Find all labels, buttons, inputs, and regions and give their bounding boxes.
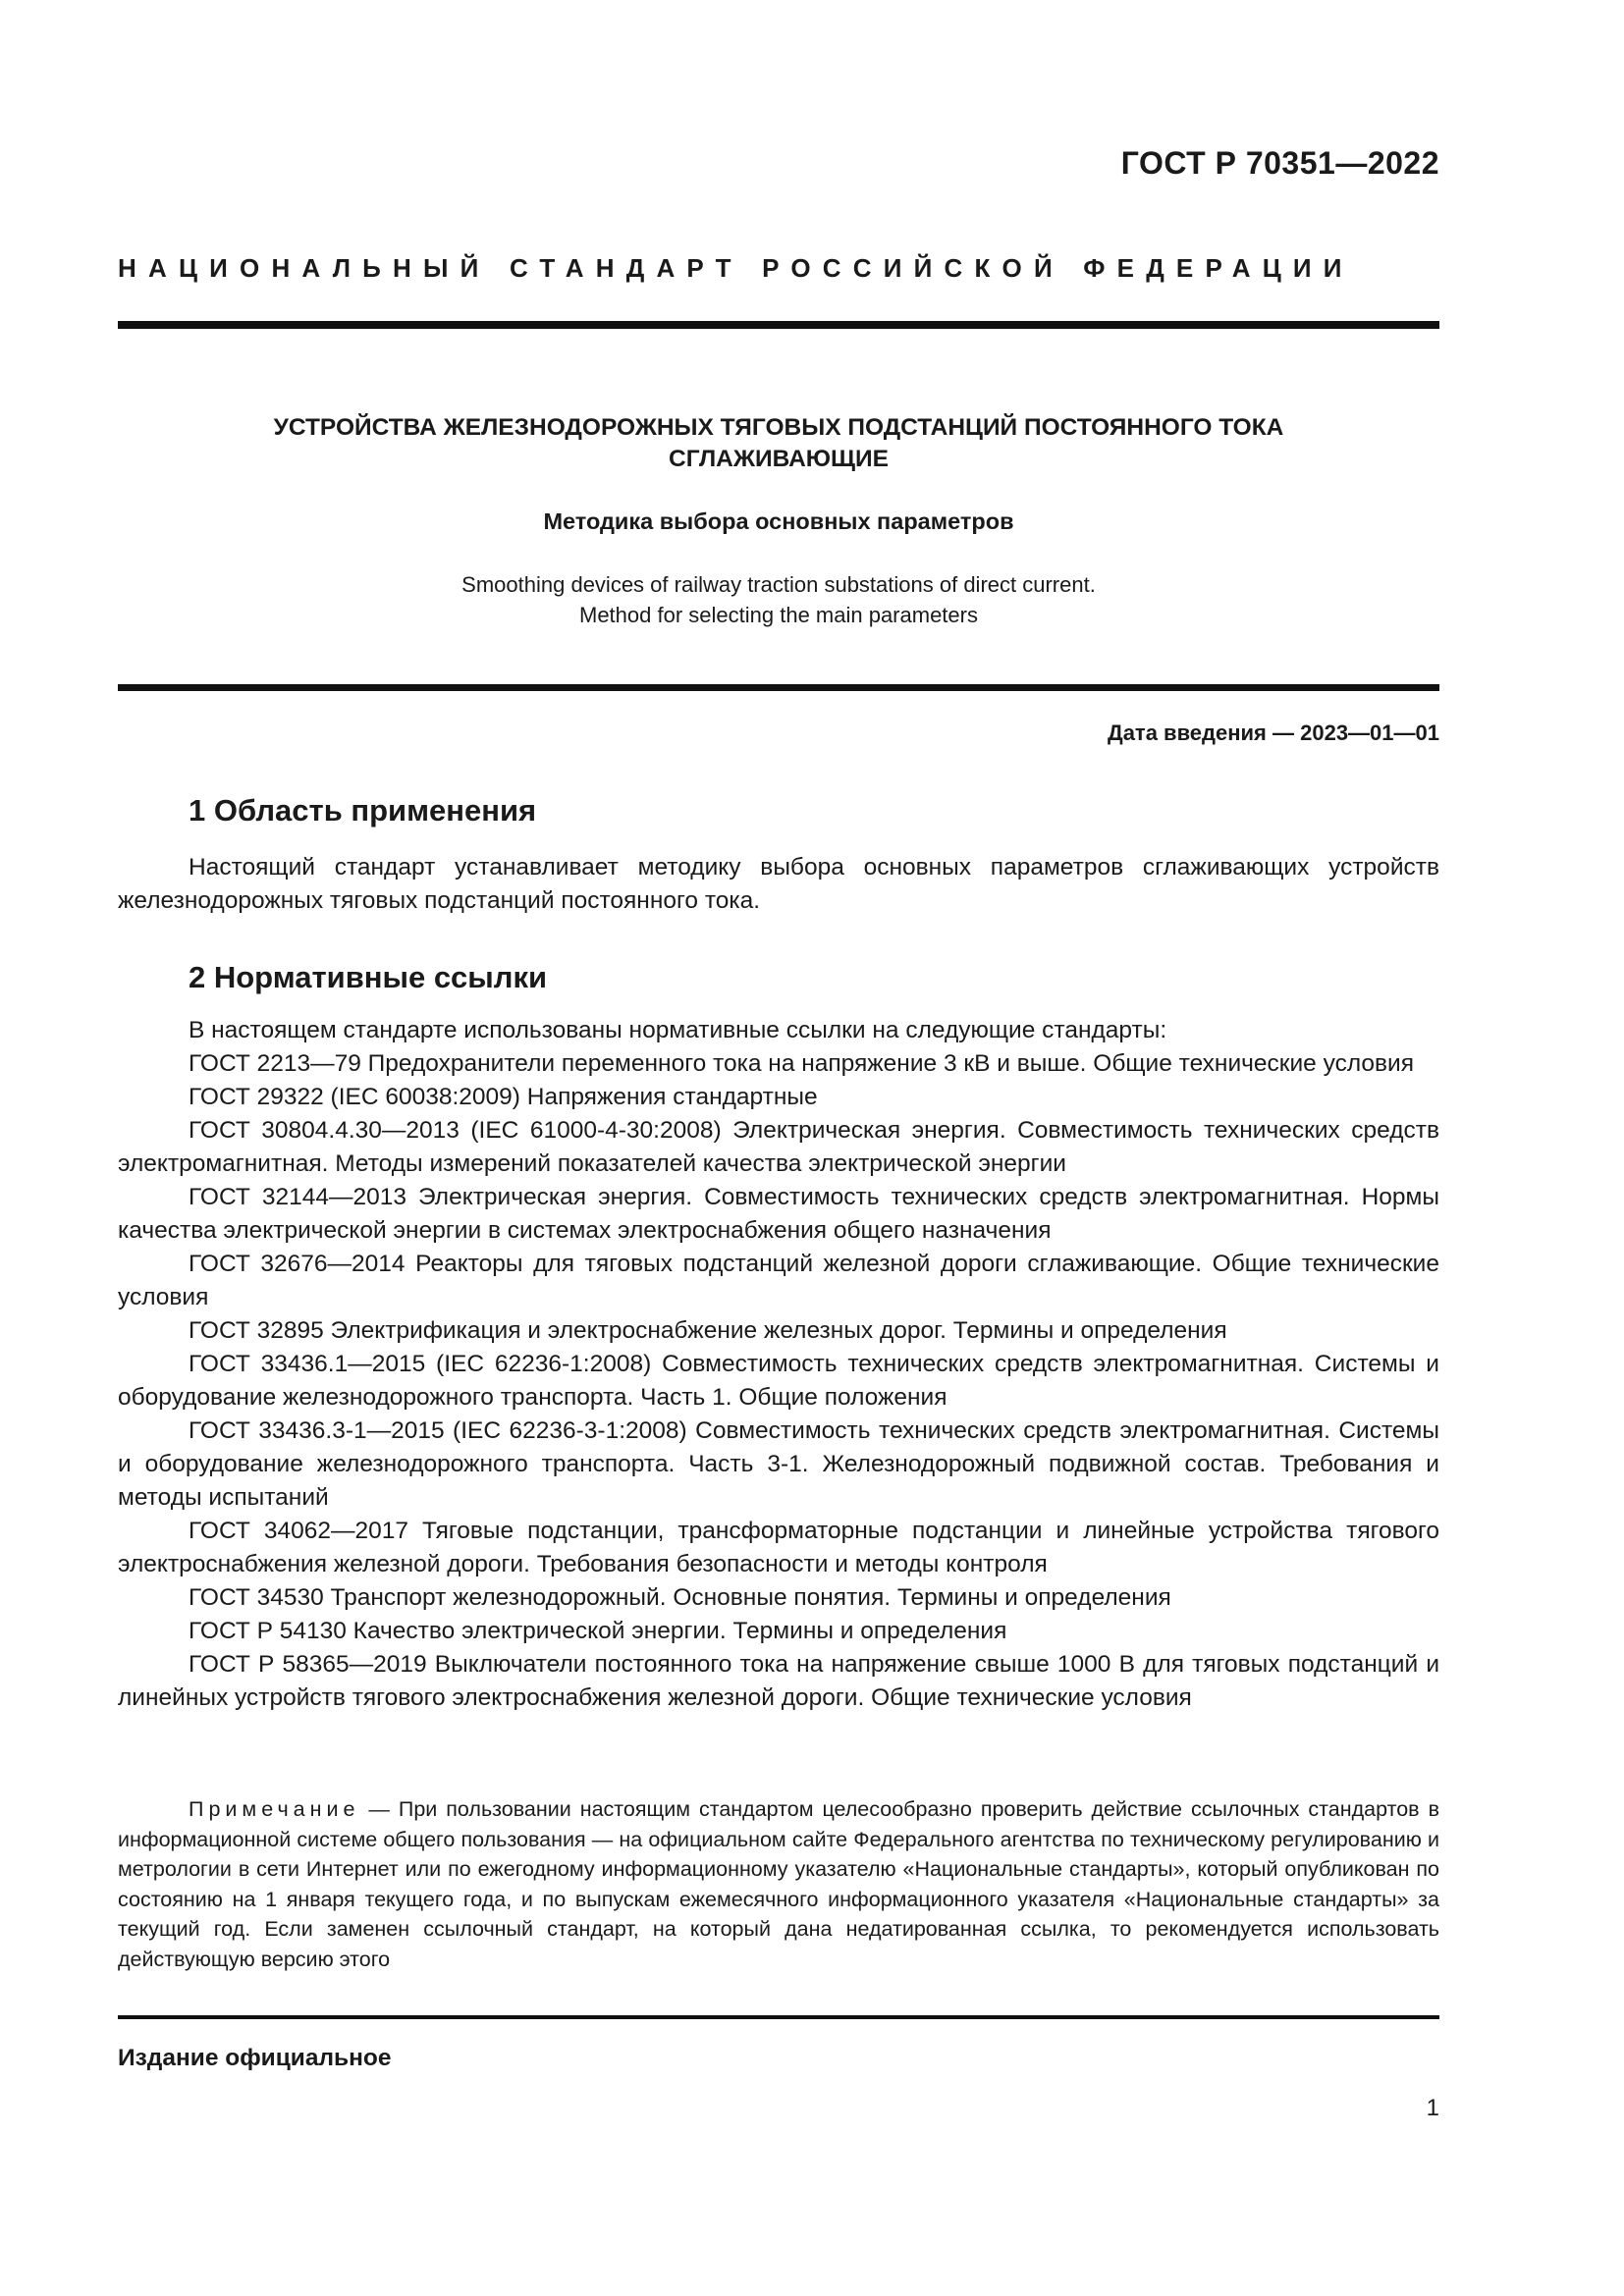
reference-item: ГОСТ Р 54130 Качество электрической энергии. Термины и определения (189, 1618, 1007, 1644)
english-title-line-2: Method for selecting the main parameters (579, 603, 978, 627)
reference-item: ГОСТ 33436.3-1—2015 (IEC 62236-3-1:2008) Совместимость технических средств электромагнитная. Системы и оборудование железнодорожного транспорта. Часть 3-1. Железнодорожный подвижной состав. Требования и методы испытаний (118, 1417, 1439, 1511)
title-divider (118, 684, 1439, 691)
reference-item: ГОСТ 2213—79 Предохранители переменного тока на напряжение 3 кВ и выше. Общие технические условия (189, 1050, 1414, 1077)
document-title (118, 412, 1439, 475)
english-title (118, 569, 1439, 630)
title-line-1: УСТРОЙСТВА ЖЕЛЕЗНОДОРОЖНЫХ ТЯГОВЫХ ПОДСТАНЦИЙ ПОСТОЯННОГО ТОКА (273, 414, 1284, 441)
reference-item: ГОСТ 29322 (IEC 60038:2009) Напряжения стандартные (189, 1084, 818, 1110)
reference-item: ГОСТ 34062—2017 Тяговые подстанции, трансформаторные подстанции и линейные устройства тягового электроснабжения железной дороги. Требования безопасности и методы контроля (118, 1518, 1439, 1577)
header-divider (118, 321, 1439, 329)
reference-item: ГОСТ 32895 Электрификация и электроснабжение железных дорог. Термины и определения (189, 1317, 1227, 1344)
normative-references (118, 1014, 1439, 1715)
references-note (118, 1794, 1439, 1974)
national-standard-label: НАЦИОНАЛЬНЫЙ СТАНДАРТ РОССИЙСКОЙ ФЕДЕРАЦИИ (118, 253, 1354, 283)
document-subtitle: Методика выбора основных параметров (543, 508, 1014, 534)
section-1-heading: 1 Область применения (189, 793, 537, 828)
title-line-2: СГЛАЖИВАЮЩИЕ (669, 446, 889, 472)
intro-date: Дата введения — 2023—01—01 (1108, 721, 1439, 745)
document-page (118, 0, 1439, 2296)
section-2-heading: 2 Нормативные ссылки (189, 960, 548, 994)
note-text: — При пользовании настоящим стандартом целесообразно проверить действие ссылочных стандартов в информационной системе общего пользования — на официальном сайте Федерального агентства по техническому регулированию и метрологии в сети Интернет или по ежегодному информационному указателю «Национальные стандарты», который опубликован по состоянию на 1 января текущего года, и по выпускам ежемесячного информационного указателя «Национальные стандарты» за текущий год. Если заменен ссылочный стандарт, на который дана недатированная ссылка, то рекомендуется использовать действующую версию этого (118, 1797, 1439, 1971)
reference-item: ГОСТ 33436.1—2015 (IEC 62236-1:2008) Совместимость технических средств электромагнитная. Системы и оборудование железнодорожного транспорта. Часть 1. Общие положения (118, 1351, 1439, 1411)
reference-item: ГОСТ 32144—2013 Электрическая энергия. Совместимость технических средств электромагнитная. Нормы качества электрической энергии в системах электроснабжения общего назначения (118, 1184, 1439, 1244)
standard-number: ГОСТ Р 70351—2022 (1120, 145, 1439, 181)
note-label: Примечание (189, 1797, 360, 1821)
footer-divider (118, 2015, 1439, 2019)
reference-item: ГОСТ 30804.4.30—2013 (IEC 61000-4-30:2008) Электрическая энергия. Совместимость технических средств электромагнитная. Методы измерений показателей качества электрической энергии (118, 1117, 1439, 1177)
section-1-text: Настоящий стандарт устанавливает методику выбора основных параметров сглаживающих устройств железнодорожных тяговых подстанций постоянного тока. (118, 854, 1439, 914)
reference-item: ГОСТ 34530 Транспорт железнодорожный. Основные понятия. Термины и определения (189, 1584, 1171, 1611)
reference-item: ГОСТ Р 58365—2019 Выключатели постоянного тока на напряжение свыше 1000 В для тяговых подстанций и линейных устройств тягового электроснабжения железной дороги. Общие технические условия (118, 1651, 1439, 1711)
references-intro: В настоящем стандарте использованы нормативные ссылки на следующие стандарты: (189, 1017, 1167, 1043)
official-edition-label: Издание официальное (118, 2045, 392, 2071)
english-title-line-1: Smoothing devices of railway traction substations of direct current. (461, 572, 1096, 597)
reference-item: ГОСТ 32676—2014 Реакторы для тяговых подстанций железной дороги сглаживающие. Общие технические условия (118, 1251, 1439, 1310)
page-number: 1 (1426, 2095, 1439, 2121)
